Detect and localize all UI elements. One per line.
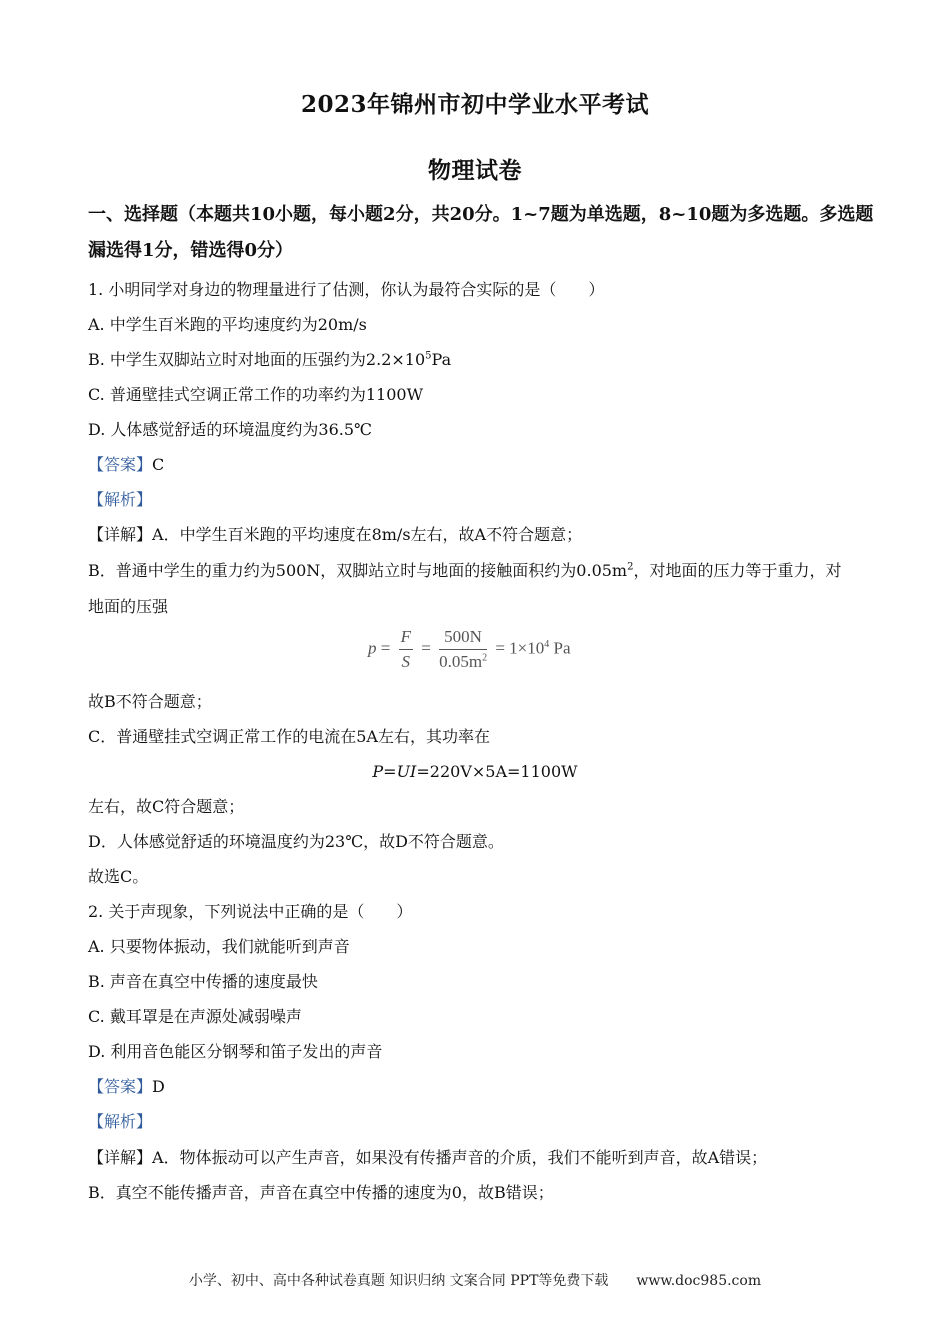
q1-detail-d: D．人体感觉舒适的环境温度约为23℃，故D不符合题意。 [88, 832, 504, 851]
fraction-force-over-area: $\frac{500N}{0.05m^2}$ [439, 627, 488, 671]
q2-option-c: C. 戴耳罩是在声源处减弱噪声 [88, 1007, 302, 1026]
q2-option-b: B. 声音在真空中传播的速度最快 [88, 972, 318, 991]
q1-option-b: B. 中学生双脚站立时对地面的压强约为$2.2\times 10^5Pa$ [88, 350, 452, 369]
q2-option-d: D. 利用音色能区分钢琴和笛子发出的声音 [88, 1042, 383, 1061]
q1-detail-a: 【详解】A．中学生百米跑的平均速度在8m/s左右，故A不符合题意； [88, 525, 583, 544]
q2-analysis-label: 【解析】 [88, 1112, 153, 1131]
power-formula: P=UI=220V×5A=1100W [372, 762, 578, 781]
q1-detail-b1: B．普通中学生的重力约为500N，双脚站立时与地面的接触面积约为$0.05m^2$，对地面的压力等于重力，对 [88, 561, 842, 580]
exam-subtitle: 物理试卷 [428, 157, 522, 184]
q2-detail-a: 【详解】A．物体振动可以产生声音，如果没有传播声音的介质，我们不能听到声音，故A错误； [88, 1148, 768, 1167]
answer-label: 【答案】 [88, 455, 153, 474]
fraction-f-over-s: $\frac{F}{S}$ [400, 627, 411, 671]
q1-conclusion: 故选C。 [88, 867, 149, 886]
q1-option-c: C. 普通壁挂式空调正常工作的功率约为1100W [88, 385, 424, 404]
q2-option-a: A. 只要物体振动，我们就能听到声音 [88, 937, 350, 956]
q1-detail-b3: 故B不符合题意； [88, 692, 212, 711]
q1-stem: 1. 小明同学对身边的物理量进行了估测，你认为最符合实际的是（ ） [88, 280, 605, 299]
q1-answer: 【答案】C [88, 455, 165, 474]
page-footer: 小学、初中、高中各种试卷真题 知识归纳 文案合同 PPT等免费下载 www.doc985.com [188, 1273, 762, 1289]
exam-title: 2023年锦州市初中学业水平考试 [300, 91, 649, 118]
q1-detail-c1: C．普通壁挂式空调正常工作的电流在5A左右，其功率在 [88, 727, 490, 746]
q2-stem: 2. 关于声现象，下列说法中正确的是（ ） [88, 902, 413, 921]
q2-detail-b: B．真空不能传播声音，声音在真空中传播的速度为0，故B错误； [88, 1183, 554, 1202]
pressure-formula: p = $\frac{F}{S}$ = $\frac{500N}{0.05m^2}$ = $1\times 10^4$ Pa [368, 627, 571, 671]
q2-answer: 【答案】D [88, 1077, 165, 1096]
q1-detail-c2: 左右，故C符合题意； [88, 797, 245, 816]
q1-detail-b2: 地面的压强 [88, 597, 169, 616]
q1-option-d: D. 人体感觉舒适的环境温度约为36.5℃ [88, 420, 372, 439]
section-heading: 一、选择题（本题共10小题，每小题2分，共20分。1~7题为单选题，8~10题为多选题。多选题漏选得1分，错选得0分） [88, 204, 874, 261]
q1-option-a: A. 中学生百米跑的平均速度约为20m/s [88, 315, 367, 334]
q1-analysis-label: 【解析】 [88, 490, 153, 509]
answer-label: 【答案】 [88, 1077, 153, 1096]
